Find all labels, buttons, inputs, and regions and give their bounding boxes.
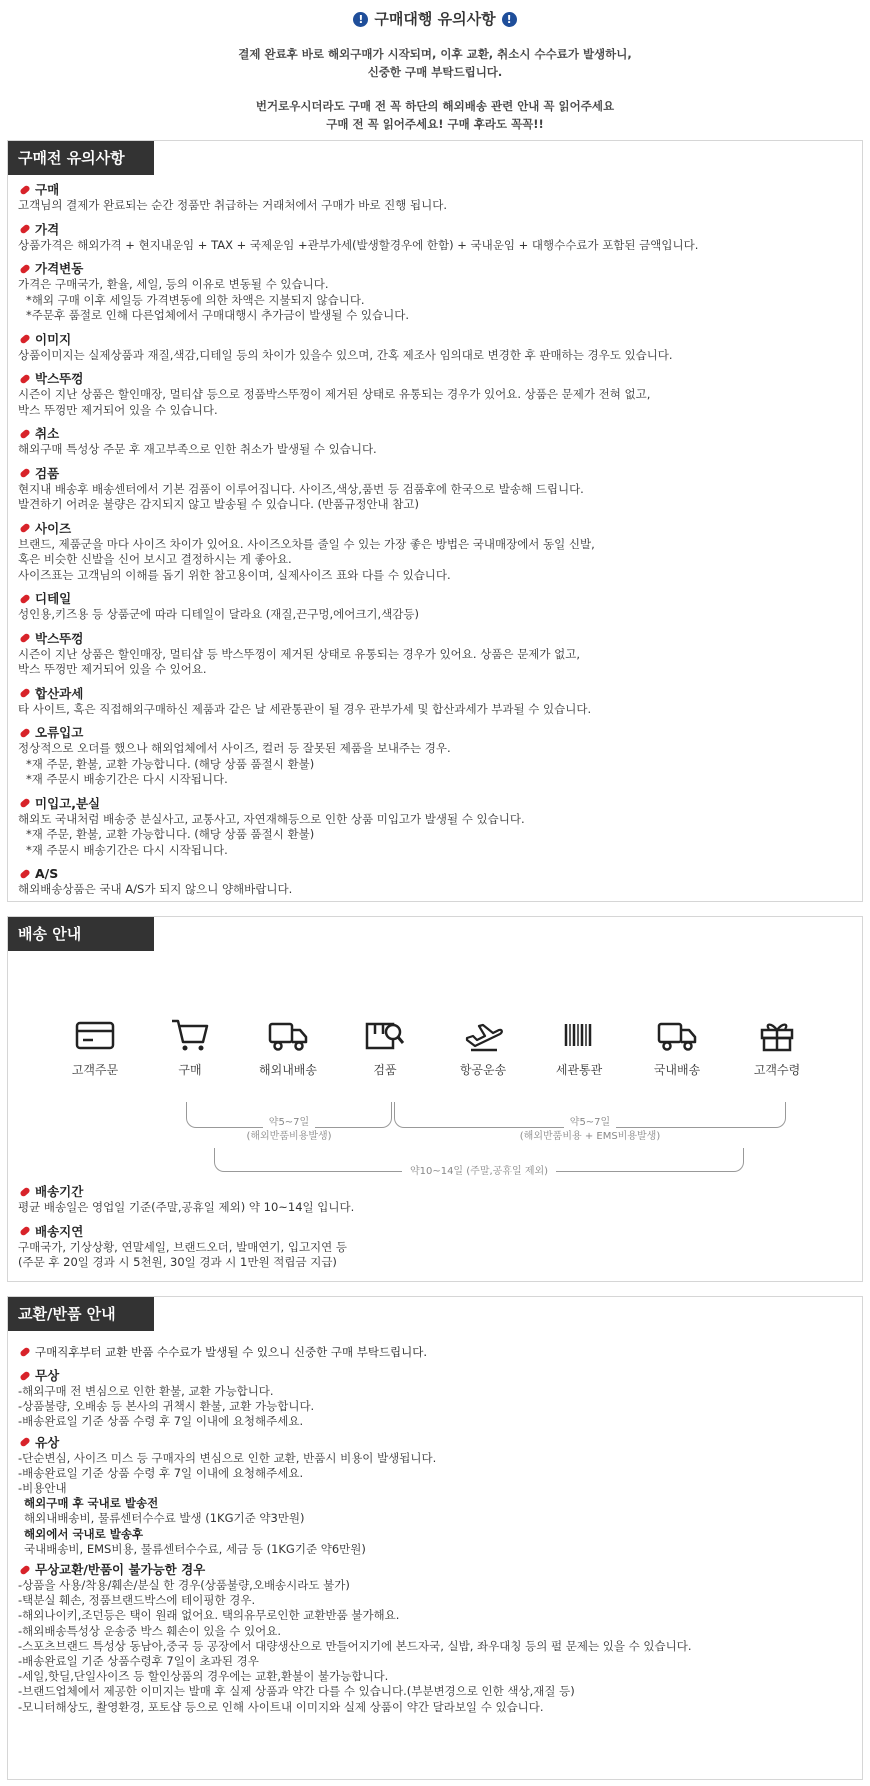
return-item xyxy=(18,1367,852,1430)
shipping-flow xyxy=(0,1018,870,1177)
item-text: *재 주문, 환불, 교환 가능합니다. (해당 상품 품절시 환불) xyxy=(26,756,315,771)
item-text: 시즌이 지난 상품은 할인매장, 멀티샵 등 박스뚜껑이 제거된 상태로 유통되는 경우가 있어요. 상품은 문제가 없고, xyxy=(18,646,581,661)
step-label: 고객주문 xyxy=(71,1063,119,1077)
pill-icon xyxy=(19,373,31,384)
item-heading xyxy=(18,181,852,198)
item-text: -배송완료일 기준 상품수령후 7일이 초과된 경우 xyxy=(18,1654,259,1669)
pill-icon xyxy=(19,1186,31,1197)
item-heading xyxy=(18,795,852,812)
item-title: 사이즈 xyxy=(35,520,72,536)
exclamation-icon: ! xyxy=(502,12,517,27)
range-note: (해외반품비용발생) xyxy=(246,1131,332,1142)
item-heading xyxy=(18,425,852,442)
item-text: 해외내배송비, 물류센터수수료 발생 (1KG기준 약3만원) xyxy=(24,1511,305,1526)
item-heading xyxy=(18,1183,852,1200)
notice-body xyxy=(0,46,870,133)
item-text: 해외도 국내처럼 배송중 분실사고, 교통사고, 자연재해등으로 인한 상품 미입고가 발생될 수 있습니다. xyxy=(18,811,525,826)
item-text: -단순변심, 사이즈 미스 등 구매자의 변심으로 인한 교환, 반품시 비용이 발생됩니다. xyxy=(18,1450,437,1465)
item-text: *재 주문, 환불, 교환 가능합니다. (해당 상품 품절시 환불) xyxy=(26,827,315,841)
pill-icon xyxy=(19,428,31,439)
item-text: -상품불량, 오배송 등 본사의 귀책시 환불, 교환 가능합니다. xyxy=(18,1399,315,1414)
item-title: 유상 xyxy=(35,1434,60,1450)
item-text: -상품을 사용/착용/훼손/분실 한 경우(상품불량,오배송시라도 불가) xyxy=(18,1578,350,1593)
info-item xyxy=(18,260,852,324)
item-text: *주문후 품절로 인해 다른업체에서 구매대행시 추가금이 발생될 수 있습니다. xyxy=(26,308,410,322)
item-title: A/S xyxy=(35,866,59,881)
item-text: -모니터해상도, 촬영환경, 포토샵 등으로 인해 사이트내 이미지와 실제 상품이 약간 달라보일 수 있습니다. xyxy=(18,1699,544,1714)
range-label-overseas xyxy=(186,1116,392,1144)
range-note: (해외반품비용 + EMS비용발생) xyxy=(519,1131,661,1142)
item-title: 구매 xyxy=(35,182,60,197)
item-title: 디테일 xyxy=(35,591,72,606)
item-heading xyxy=(18,1367,852,1384)
pill-icon xyxy=(19,223,31,234)
step-air-transport xyxy=(438,1018,528,1078)
item-text: -해외배송특성상 운송중 박스 훼손이 있을 수 있어요. xyxy=(18,1623,282,1638)
precautions-list xyxy=(18,181,852,905)
step-domestic-delivery xyxy=(632,1018,722,1078)
info-item xyxy=(18,425,852,458)
info-item xyxy=(18,181,852,214)
item-text: 혹은 비슷한 신발을 신어 보시고 결정하시는 게 좋아요. xyxy=(18,552,292,566)
item-heading xyxy=(18,331,852,348)
item-text: -배송완료일 기준 상품 수령 후 7일 이내에 요청해주세요. xyxy=(18,1465,304,1480)
item-title: 무상교환/반품이 불가능한 경우 xyxy=(35,1562,206,1578)
item-title: 합산과세 xyxy=(35,685,84,701)
item-text: *해외 구매 이후 세일등 가격변동에 의한 차액은 지불되지 않습니다. xyxy=(26,292,365,307)
step-inspection xyxy=(340,1018,430,1078)
item-heading xyxy=(18,1223,852,1240)
truck-icon xyxy=(657,1018,697,1052)
item-text: 가격은 구매국가, 환율, 세일, 등의 이유로 변동될 수 있습니다. xyxy=(18,277,329,291)
item-title: 오류입고 xyxy=(35,725,84,740)
item-title: 검품 xyxy=(35,465,60,481)
step-label: 해외내배송 xyxy=(259,1063,317,1077)
item-text: -비용안내 xyxy=(18,1481,67,1496)
step-label: 항공운송 xyxy=(459,1063,507,1077)
info-item xyxy=(18,465,852,513)
returns-list xyxy=(18,1343,852,1719)
item-text: 해외배송상품은 국내 A/S가 되지 않으니 양해바랍니다. xyxy=(18,882,293,896)
notice-line: 신중한 구매 부탁드립니다. xyxy=(367,64,503,79)
precautions-section xyxy=(7,140,863,902)
info-item xyxy=(18,370,852,418)
item-text: 사이즈표는 고객님의 이해를 돕기 위한 참고용이며, 실제사이즈 표와 다를 수 있습니다. xyxy=(18,567,451,582)
pill-icon xyxy=(19,333,31,344)
item-title: 무상 xyxy=(35,1368,60,1383)
info-item xyxy=(18,795,852,859)
item-text: -브랜드업체에서 제공한 이미지는 발매 후 실제 상품과 약간 다를 수 있습니다.(부분변경으로 인한 색상,재질 등) xyxy=(18,1684,575,1699)
airplane-icon xyxy=(463,1018,503,1052)
pill-icon xyxy=(19,593,31,604)
item-text: 상품가격은 해외가격 + 현지내운임 + TAX + 국제운임 +관부가세(발생할경우에 한함) + 국내운임 + 대행수수료가 포함된 금액입니다. xyxy=(18,237,699,252)
pill-icon xyxy=(19,1437,31,1448)
pill-icon xyxy=(19,1346,31,1357)
returns-intro xyxy=(18,1343,852,1361)
item-heading xyxy=(18,520,852,537)
cart-icon xyxy=(170,1018,210,1052)
item-heading xyxy=(18,685,852,702)
item-heading xyxy=(18,1434,852,1451)
info-item xyxy=(18,331,852,364)
notice-spacer xyxy=(0,81,870,98)
item-text: -세일,핫딜,단일사이즈 등 할인상품의 경우에는 교환,환불이 불가능합니다. xyxy=(18,1669,389,1684)
return-item xyxy=(18,1434,852,1557)
item-heading xyxy=(18,590,852,607)
item-text: -배송완료일 기준 상품 수령 후 7일 이내에 요청해주세요. xyxy=(18,1414,304,1429)
info-item xyxy=(18,590,852,623)
item-text: 해외에서 국내로 발송후 xyxy=(24,1526,144,1541)
pill-icon xyxy=(19,1564,31,1575)
item-text: 시즌이 지난 상품은 할인매장, 멀티샵 등으로 정품박스뚜껑이 제거된 상태로 유통되는 경우가 있어요. 상품은 문제가 전혀 없고, xyxy=(18,387,651,401)
card-icon xyxy=(75,1018,115,1052)
step-label: 국내배송 xyxy=(653,1063,701,1077)
returns-tab: 교환/반품 안내 xyxy=(8,1297,154,1331)
item-text: 박스 뚜껑만 제거되어 있을 수 있어요. xyxy=(18,662,207,676)
item-heading xyxy=(18,221,852,238)
item-text: *재 주문시 배송기간은 다시 시작됩니다. xyxy=(26,842,228,857)
info-item xyxy=(18,1223,852,1271)
range-days: 약10~14일 (주말,공휴일 제외) xyxy=(402,1165,556,1179)
item-text: 브랜드, 제품군을 마다 사이즈 차이가 있어요. 사이즈오차를 줄일 수 있는 가장 좋은 방법은 국내매장에서 동일 신발, xyxy=(18,536,595,551)
notice-line: 구매 전 꼭 읽어주세요! 구매 후라도 꼭꼭!! xyxy=(326,116,544,131)
item-text: -해외나이키,조던등은 택이 원래 없어요. 택의유무로인한 교환반품 불가해요. xyxy=(18,1608,400,1623)
item-title: 가격변동 xyxy=(35,261,84,276)
step-customs xyxy=(534,1018,624,1078)
item-text: *재 주문시 배송기간은 다시 시작됩니다. xyxy=(26,772,228,786)
item-text: 성인용,키즈용 등 상품군에 따라 디테일이 달라요 (재질,끈구멍,에어크기,색감등) xyxy=(18,607,420,621)
shipping-tab: 배송 안내 xyxy=(8,917,154,951)
pill-icon xyxy=(19,797,31,808)
pill-icon xyxy=(19,1225,31,1236)
item-text: 박스 뚜껑만 제거되어 있을 수 있습니다. xyxy=(18,402,218,417)
info-item xyxy=(18,630,852,678)
item-text: 현지내 배송후 배송센터에서 기본 검품이 이루어집니다. 사이즈,색상,품번 등 검품후에 한국으로 발송해 드립니다. xyxy=(18,481,584,496)
item-text: 평균 배송일은 영업일 기준(주말,공휴일 제외) 약 10~14일 입니다. xyxy=(18,1200,355,1214)
shipping-info-list xyxy=(18,1183,852,1278)
step-label: 구매 xyxy=(178,1063,202,1077)
precautions-tab: 구매전 유의사항 xyxy=(8,141,154,175)
item-heading xyxy=(18,865,852,882)
intro-text: 구매직후부터 교환 반품 수수료가 발생될 수 있으니 신중한 구매 부탁드립니다. xyxy=(35,1345,428,1359)
pill-icon xyxy=(19,687,31,698)
range-days: 약5~7일 xyxy=(564,1116,616,1130)
notice-header xyxy=(0,8,870,30)
item-title: 가격 xyxy=(35,221,60,237)
item-text: -택분실 훼손, 정품브랜드박스에 테이핑한 경우. xyxy=(18,1593,256,1608)
info-item xyxy=(18,520,852,584)
step-label: 세관통관 xyxy=(555,1063,603,1077)
item-text: 해외구매 후 국내로 발송전 xyxy=(24,1496,159,1511)
inspect-icon xyxy=(365,1018,405,1052)
item-text: 해외구매 특성상 주문 후 재고부족으로 인한 취소가 발생될 수 있습니다. xyxy=(18,442,377,456)
barcode-icon xyxy=(559,1018,599,1052)
item-title: 배송기간 xyxy=(35,1184,84,1199)
item-heading xyxy=(18,465,852,482)
range-days: 약5~7일 xyxy=(263,1116,315,1130)
step-purchase xyxy=(145,1018,235,1078)
pill-icon xyxy=(19,184,31,195)
item-text: (주문 후 20일 경과 시 5천원, 30일 경과 시 1만원 적립금 지급) xyxy=(18,1255,337,1269)
info-item xyxy=(18,685,852,718)
step-order xyxy=(50,1018,140,1078)
notice-line: 번거로우시더라도 구매 전 꼭 하단의 해외배송 관련 안내 꼭 읽어주세요 xyxy=(255,99,615,113)
info-item xyxy=(18,724,852,788)
item-title: 박스뚜껑 xyxy=(35,371,84,386)
notice-line: 결제 완료후 바로 해외구매가 시작되며, 이후 교환, 취소시 수수료가 발생하니, xyxy=(238,47,632,61)
pill-icon xyxy=(19,1370,31,1381)
item-text: 상품이미지는 실제상품과 재질,색감,디테일 등의 차이가 있을수 있으며, 간혹 제조사 임의대로 변경한 후 판매하는 경우도 있습니다. xyxy=(18,347,673,362)
item-title: 이미지 xyxy=(35,331,72,347)
return-item xyxy=(18,1561,852,1715)
pill-icon xyxy=(19,632,31,643)
item-title: 박스뚜껑 xyxy=(35,630,84,646)
item-heading xyxy=(18,724,852,741)
item-text: -해외구매 전 변심으로 인한 환불, 교환 가능합니다. xyxy=(18,1384,274,1398)
item-title: 미입고,분실 xyxy=(35,795,101,811)
item-text: 정상적으로 오더를 했으나 해외업체에서 사이즈, 컬러 등 잘못된 제품을 보내주는 경우. xyxy=(18,741,451,755)
item-title: 취소 xyxy=(35,426,60,441)
step-received xyxy=(732,1018,822,1078)
pill-icon xyxy=(19,868,31,879)
step-overseas-delivery xyxy=(243,1018,333,1078)
gift-icon xyxy=(757,1018,797,1052)
info-item xyxy=(18,1183,852,1216)
info-item xyxy=(18,865,852,898)
item-text: 국내배송비, EMS비용, 물류센터수수료, 세금 등 (1KG기준 약6만원) xyxy=(24,1541,366,1556)
pill-icon xyxy=(19,467,31,478)
pill-icon xyxy=(19,727,31,738)
truck-icon xyxy=(268,1018,308,1052)
item-title: 배송지연 xyxy=(35,1223,84,1239)
item-text: 구매국가, 기상상황, 연말세일, 브랜드오더, 발매연기, 입고지연 등 xyxy=(18,1239,348,1254)
item-text: 타 사이트, 혹은 직접해외구매하신 제품과 같은 날 세관통관이 될 경우 관부가세 및 합산과세가 부과될 수 있습니다. xyxy=(18,701,592,716)
exclamation-icon: ! xyxy=(353,12,368,27)
item-text: -스포츠브랜드 특성상 동남아,중국 등 공장에서 대량생산으로 만들어지기에 본드자국, 실밥, 좌우대칭 등의 펄 문제는 있을 수 있습니다. xyxy=(18,1638,692,1653)
pill-icon xyxy=(19,522,31,533)
notice-title: 구매대행 유의사항 xyxy=(374,10,496,28)
step-label: 검품 xyxy=(373,1063,397,1077)
item-heading xyxy=(18,1561,852,1578)
step-label: 고객수령 xyxy=(753,1063,801,1077)
returns-section xyxy=(7,1296,863,1780)
item-heading xyxy=(18,370,852,387)
range-label-total xyxy=(214,1165,744,1179)
pill-icon xyxy=(19,263,31,274)
item-heading xyxy=(18,260,852,277)
item-heading xyxy=(18,630,852,647)
item-text: 고객님의 결제가 완료되는 순간 정품만 취급하는 거래처에서 구매가 바로 진행 됩니다. xyxy=(18,198,448,212)
item-text: 발견하기 어려운 불량은 감지되지 않고 발송될 수 있습니다. (반품규정안내 참고) xyxy=(18,497,420,511)
info-item xyxy=(18,221,852,254)
range-label-domestic xyxy=(394,1116,786,1144)
